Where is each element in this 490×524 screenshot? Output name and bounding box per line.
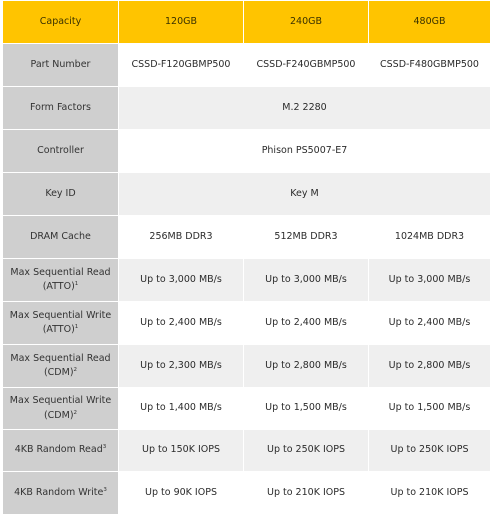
dram-cache-240gb: 512MB DDR3 [244,216,369,259]
random-write-4kb-row [3,472,490,515]
capacity-480gb-header: 480GB [369,1,490,44]
seq-read-atto-label [3,259,119,302]
seq-read-atto-240gb: Up to 3,000 MB/s [244,259,369,302]
controller-value: Phison PS5007-E7 [119,130,490,173]
seq-read-atto-480gb: Up to 3,000 MB/s [369,259,490,302]
capacity-240gb-header: 240GB [244,1,369,44]
random-read-4kb-120gb: Up to 150K IOPS [119,430,244,472]
seq-write-cdm-480gb: Up to 1,500 MB/s [369,388,490,430]
random-write-4kb-label [3,472,119,515]
form-factors-value: M.2 2280 [119,87,490,130]
random-read-4kb-480gb: Up to 250K IOPS [369,430,490,472]
dram-cache-120gb: 256MB DDR3 [119,216,244,259]
seq-write-cdm-row [3,388,490,430]
form-factors-label: Form Factors [3,87,119,130]
seq-write-cdm-240gb: Up to 1,500 MB/s [244,388,369,430]
seq-read-cdm-240gb: Up to 2,800 MB/s [244,345,369,388]
seq-write-cdm-120gb: Up to 1,400 MB/s [119,388,244,430]
seq-write-cdm-label [3,388,119,430]
seq-read-cdm-120gb: Up to 2,300 MB/s [119,345,244,388]
dram-cache-480gb: 1024MB DDR3 [369,216,490,259]
footnote-marker: 1 [74,323,79,330]
form-factors-row [3,87,490,130]
controller-row [3,130,490,173]
seq-read-atto-label-line1: Max Sequential Read [10,266,111,278]
seq-read-cdm-row [3,345,490,388]
ssd-spec-table [2,0,490,515]
random-write-4kb-120gb: Up to 90K IOPS [119,472,244,515]
seq-write-cdm-label-line2: (CDM) [43,409,74,421]
part-number-480gb: CSSD-F480GBMP500 [369,44,490,87]
footnote-marker: 2 [73,409,78,416]
random-write-4kb-label-text: 4KB Random Write [14,486,104,498]
capacity-header: Capacity [3,1,119,44]
part-number-label: Part Number [3,44,119,87]
footnote-marker: 3 [102,444,107,451]
seq-write-atto-240gb: Up to 2,400 MB/s [244,302,369,345]
seq-write-atto-row [3,302,490,345]
seq-read-cdm-label [3,345,119,388]
key-id-label: Key ID [3,173,119,216]
seq-read-atto-label-line2: (ATTO) [42,281,75,292]
seq-read-cdm-label-line1: Max Sequential Read [10,352,111,364]
key-id-row [3,173,490,216]
header-row [3,1,490,44]
dram-cache-row [3,216,490,259]
seq-write-atto-label-line2: (ATTO) [42,324,75,335]
seq-write-atto-label [3,302,119,345]
seq-read-atto-120gb: Up to 3,000 MB/s [119,259,244,302]
seq-write-atto-480gb: Up to 2,400 MB/s [369,302,490,345]
random-write-4kb-480gb: Up to 210K IOPS [369,472,490,515]
random-write-4kb-240gb: Up to 210K IOPS [244,472,369,515]
part-number-120gb: CSSD-F120GBMP500 [119,44,244,87]
random-read-4kb-240gb: Up to 250K IOPS [244,430,369,472]
random-read-4kb-row [3,430,490,472]
dram-cache-label: DRAM Cache [3,216,119,259]
footnote-marker: 2 [73,366,78,373]
seq-write-atto-label-line1: Max Sequential Write [9,309,112,321]
footnote-marker: 1 [74,280,79,287]
seq-read-atto-row [3,259,490,302]
controller-label: Controller [3,130,119,173]
part-number-240gb: CSSD-F240GBMP500 [244,44,369,87]
seq-read-cdm-label-line2: (CDM) [43,367,74,378]
part-number-row [3,44,490,87]
key-id-value: Key M [119,173,490,216]
random-read-4kb-label [3,430,119,472]
capacity-120gb-header: 120GB [119,1,244,44]
seq-write-cdm-label-line1: Max Sequential Write [9,395,112,407]
seq-read-cdm-480gb: Up to 2,800 MB/s [369,345,490,388]
seq-write-atto-120gb: Up to 2,400 MB/s [119,302,244,345]
footnote-marker: 3 [103,486,107,493]
random-read-4kb-label-text: 4KB Random Read [14,444,103,456]
